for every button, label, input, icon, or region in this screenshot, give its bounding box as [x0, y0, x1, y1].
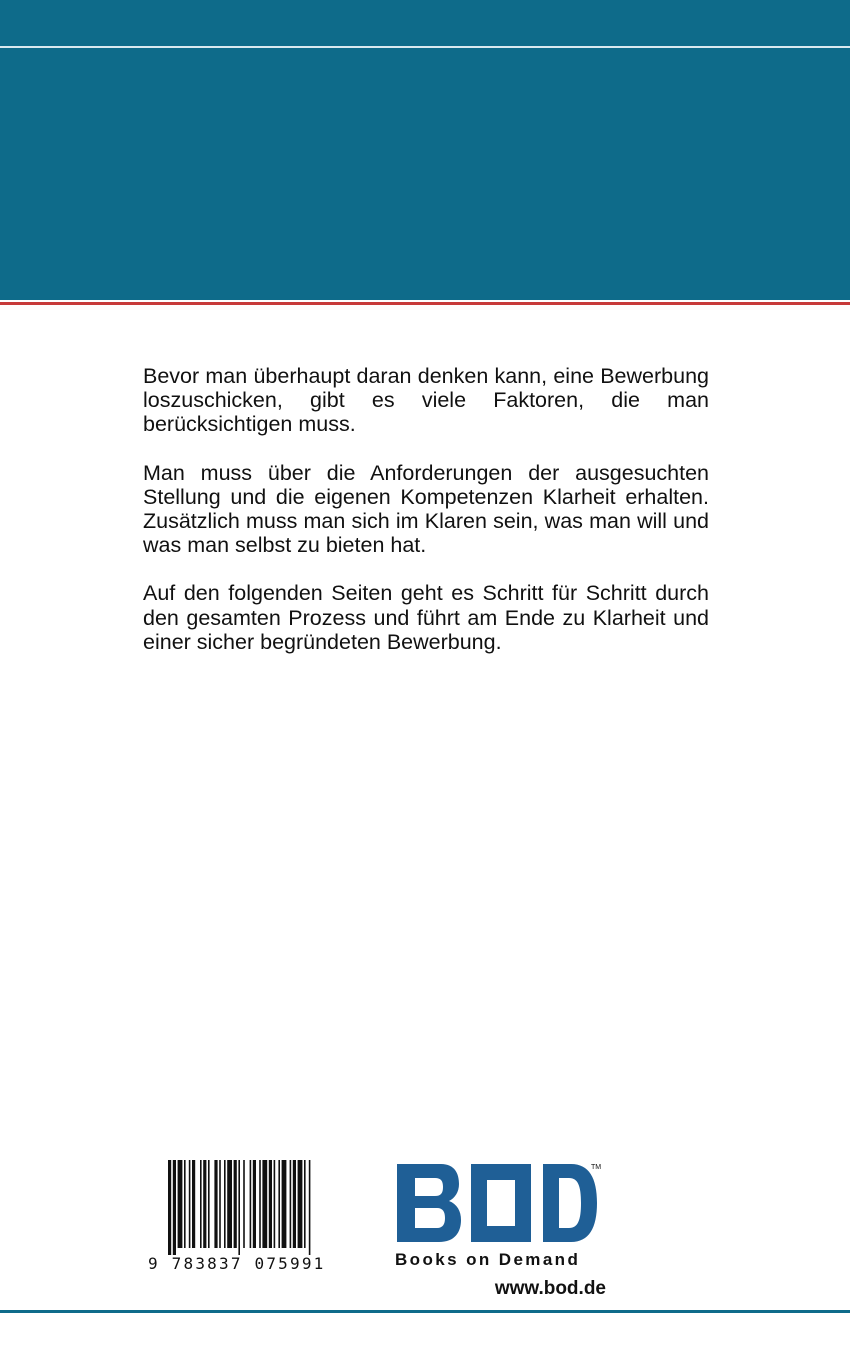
barcode-bar	[274, 1160, 276, 1248]
barcode-bar	[178, 1160, 183, 1248]
accent-rule	[0, 302, 850, 305]
isbn-barcode	[168, 1160, 356, 1255]
barcode-bar	[243, 1160, 245, 1248]
isbn-number: 9 783837 075991	[148, 1254, 326, 1273]
barcode-bar	[234, 1160, 237, 1248]
logo-trademark: TM	[591, 1164, 602, 1171]
barcode-bar	[203, 1160, 206, 1248]
publisher-tagline: Books on Demand	[395, 1250, 581, 1269]
barcode-bar	[238, 1160, 240, 1255]
top-hairline	[0, 46, 850, 48]
barcode-bar	[189, 1160, 191, 1248]
barcode-bar	[208, 1160, 210, 1248]
barcode-bar	[262, 1160, 267, 1248]
publisher-website[interactable]: www.bod.de	[494, 1278, 606, 1299]
logo-letter-b	[397, 1164, 461, 1242]
barcode-bar	[304, 1160, 306, 1248]
logo-o-slot	[493, 1198, 509, 1214]
barcode-bar	[184, 1160, 186, 1248]
blurb-paragraph-2: Man muss über die Anforderungen der ausgesuchten Stellung und die eigenen Kompetenzen Klarheit erhalten. Zusätzlich muss man sich im Klaren sein, was man will und was man selbst zu bieten hat.	[143, 460, 709, 558]
barcode-bar	[173, 1160, 176, 1255]
barcode-bar	[309, 1160, 311, 1255]
barcode-bar	[259, 1160, 261, 1248]
barcode-bar	[290, 1160, 292, 1248]
cover-top-band	[0, 0, 850, 300]
bottom-rule	[0, 1310, 850, 1313]
barcode-bar	[219, 1160, 221, 1248]
blurb-paragraph-3: Auf den folgenden Seiten geht es Schritt für Schritt durch den gesamten Prozess und führt am Ende zu Klarheit und einer sicher begründeten Bewerbung.	[143, 581, 709, 654]
barcode-bar	[298, 1160, 303, 1248]
barcode-bar	[253, 1160, 256, 1248]
barcode-bar	[192, 1160, 195, 1248]
barcode-bar	[293, 1160, 296, 1248]
barcode-bar	[269, 1160, 272, 1248]
barcode-bar	[224, 1160, 226, 1248]
barcode-bar	[278, 1160, 280, 1248]
barcode-bar	[200, 1160, 202, 1248]
barcode-bar	[168, 1160, 171, 1255]
blurb-paragraph-1: Bevor man überhaupt daran denken kann, eine Bewerbung loszuschicken, gibt es viele Faktoren, die man berücksichtigen muss.	[143, 364, 709, 437]
barcode-bar	[282, 1160, 287, 1248]
barcode-bar	[214, 1160, 217, 1248]
logo-letter-d	[543, 1164, 597, 1242]
barcode-bar	[227, 1160, 232, 1248]
back-cover-blurb	[143, 364, 709, 678]
barcode-bar	[250, 1160, 252, 1248]
